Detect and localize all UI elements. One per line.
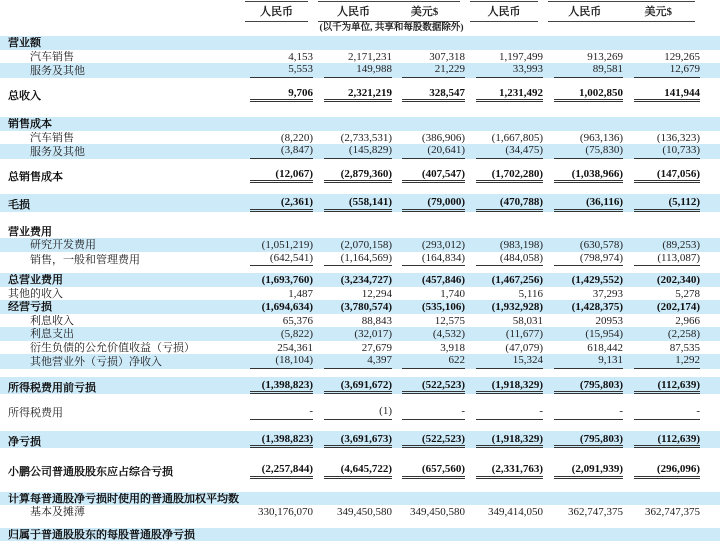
value-cell: 349,414,050 [488,506,543,518]
value-cell: (36,116) [543,196,623,212]
row-spacer [0,266,720,273]
row-spacer [0,448,720,461]
table-row [0,144,720,159]
value-cell: (630,578) [579,239,623,251]
row-label: 小鹏公司普通股股东应占综合亏损 [8,466,173,478]
value-cell: (3,847) [240,144,313,159]
table-row [0,85,720,103]
row-label: 营业费用 [8,225,52,238]
table-row [0,300,720,314]
currency-label: 美元$ [410,6,439,18]
value-cell: (484,058) [465,252,543,267]
row-spacer [0,159,720,166]
row-label: 基本及摊薄 [30,506,85,518]
value-cell: 349,450,580 [410,506,465,518]
value-cell: (3,691,673) [313,433,392,449]
value-cell: (20,641) [392,144,465,159]
table-row [0,327,720,341]
row-label: 利息收入 [30,314,74,327]
row-spacer [0,212,720,225]
row-label: 计算每普通股净亏损时使用的普通股加权平均数 [8,492,239,505]
table-row [0,194,720,212]
value-cell: (1) [313,405,392,420]
row-spacer [0,519,720,528]
table-row [0,287,720,301]
value-cell: 58,031 [512,314,543,327]
value-cell: (386,906) [421,131,465,144]
value-cell: 2,171,231 [348,50,392,63]
row-label: 服务及其他 [30,146,85,158]
value-cell: 12,294 [361,287,392,300]
table-row [0,63,720,78]
value-cell: 4,153 [288,50,313,63]
value-cell: (522,523) [392,433,465,449]
value-cell: (145,829) [313,144,392,159]
row-label: 经营亏损 [8,301,52,313]
value-cell: (112,639) [623,379,700,395]
row-label: 销售，一般和管理费用 [30,253,140,266]
value-cell: (164,834) [392,252,465,267]
statement-rows [0,36,720,541]
value-cell: 4,397 [313,354,392,369]
value-cell: 1,487 [288,287,313,300]
value-cell: (1,398,823) [240,433,313,449]
value-cell: (34,475) [465,144,543,159]
value-cell: 622 [392,354,465,369]
currency-label: 美元$ [644,6,672,18]
row-label: 利息支出 [30,328,74,340]
value-cell: - [543,405,623,420]
value-cell: 12,575 [434,314,465,327]
row-label: 总收入 [8,89,41,102]
value-cell: 20953 [595,314,623,327]
value-cell: (407,547) [392,168,465,184]
row-spacer [0,369,720,377]
value-cell: (1,693,760) [261,274,313,286]
value-cell: (1,051,219) [261,239,313,251]
row-label: 研究开发费用 [30,239,96,251]
value-cell: (1,918,329) [465,433,543,449]
row-spacer [0,183,720,194]
row-label: 净亏损 [8,435,41,448]
units-note-row [0,22,720,36]
table-row [0,166,720,184]
value-cell: 149,988 [313,63,392,78]
row-label: 其他营业外（亏损）净收入 [30,356,162,368]
value-cell: (1,398,823) [240,379,313,395]
value-cell: (8,220) [280,131,313,144]
value-cell: 2,966 [675,314,700,327]
table-row [0,131,720,145]
value-cell: (5,112) [623,196,700,212]
row-label: 总营业费用 [8,274,63,286]
value-cell: (963,136) [579,131,623,144]
value-cell: (1,667,805) [491,131,543,144]
row-label: 毛损 [8,199,30,211]
value-cell: 5,116 [518,287,543,300]
value-cell: (75,830) [543,144,623,159]
value-cell: (4,645,722) [313,463,392,479]
value-cell: (2,257,844) [240,463,313,479]
value-cell: (5,822) [280,328,313,340]
value-cell: 33,993 [465,63,543,78]
value-cell: 913,269 [587,50,623,63]
value-cell: 15,324 [465,354,543,369]
value-cell: (795,803) [543,379,623,395]
value-cell: 2,321,219 [313,87,392,103]
value-cell: - [465,405,543,420]
value-cell: (32,017) [354,328,392,340]
value-cell: (657,560) [392,463,465,479]
row-label: 归属于普通股股东的每股普通股净亏损 [8,528,195,541]
value-cell: 88,843 [361,314,392,327]
value-cell: 21,229 [392,63,465,78]
row-label: 所得税费用 [8,407,63,419]
value-cell: (1,429,552) [571,274,623,286]
value-cell: (113,087) [623,252,700,267]
currency-label: 人民币 [337,6,370,18]
currency-label: 人民币 [260,6,293,18]
period-group-4 [548,1,695,22]
value-cell: (1,467,256) [491,274,543,286]
value-cell: (89,253) [662,239,700,251]
period-group-2 [318,1,460,22]
value-cell: 1,740 [440,287,465,300]
row-label: 总销售成本 [8,170,63,183]
value-cell: 1,197,499 [499,50,543,63]
value-cell: (558,141) [313,196,392,212]
value-cell: (11,677) [505,328,543,340]
value-cell: 141,944 [623,87,700,103]
value-cell: - [240,405,313,420]
value-cell: (1,428,375) [571,301,623,313]
table-row [0,314,720,328]
value-cell: 618,442 [587,341,623,354]
value-cell: (1,918,329) [465,379,543,395]
value-cell: (2,331,763) [465,463,543,479]
currency-header-row [0,0,720,22]
value-cell: 1,292 [623,354,700,369]
value-cell: (1,932,928) [491,301,543,313]
row-spacer [0,78,720,85]
row-label: 其他的收入 [8,287,63,300]
value-cell: 362,747,375 [568,506,623,518]
table-row [0,117,720,131]
table-row [0,354,720,369]
value-cell: (2,258) [667,328,700,340]
value-cell: 307,318 [429,50,465,63]
value-cell: (522,523) [392,379,465,395]
value-cell: (293,012) [421,239,465,251]
table-row [0,252,720,267]
table-row [0,50,720,64]
table-row [0,225,720,239]
row-spacer [0,479,720,492]
value-cell: 9,706 [240,87,313,103]
period-group-1 [245,1,308,22]
value-cell: 5,278 [675,287,700,300]
value-cell: (2,733,531) [340,131,392,144]
value-cell: (3,234,727) [340,274,392,286]
value-cell: 12,679 [623,63,700,78]
value-cell: (1,038,966) [543,168,623,184]
value-cell: (2,879,360) [313,168,392,184]
value-cell: (2,070,158) [340,239,392,251]
table-row [0,405,720,420]
value-cell: (795,803) [543,433,623,449]
value-cell: (2,091,939) [543,463,623,479]
table-row [0,505,720,519]
currency-label: 人民币 [487,6,521,18]
value-cell: (47,079) [505,341,543,354]
row-spacer [0,102,720,117]
value-cell: 362,747,375 [645,506,700,518]
table-row [0,238,720,252]
value-cell: (79,000) [392,196,465,212]
value-cell: (10,733) [623,144,700,159]
value-cell: 349,450,580 [337,506,392,518]
table-row [0,273,720,287]
value-cell: (470,788) [465,196,543,212]
row-label: 衍生负债的公允价值收益（亏损） [30,341,195,354]
value-cell: 27,679 [361,341,392,354]
table-row [0,431,720,449]
value-cell: 3,918 [440,341,465,354]
value-cell: (12,067) [240,168,313,184]
currency-label: 人民币 [568,6,602,18]
table-row [0,377,720,395]
value-cell: (202,174) [656,301,700,313]
row-label: 服务及其他 [30,65,85,77]
value-cell: 37,293 [592,287,623,300]
value-cell: 328,547 [392,87,465,103]
value-cell: 5,553 [240,63,313,78]
value-cell: (983,198) [499,239,543,251]
value-cell: 129,265 [664,50,700,63]
value-cell: 87,535 [669,341,700,354]
value-cell: (798,974) [543,252,623,267]
table-row [0,341,720,355]
value-cell: (147,056) [623,168,700,184]
value-cell: 1,002,850 [543,87,623,103]
value-cell: 254,361 [277,341,313,354]
value-cell: (1,702,280) [465,168,543,184]
table-row [0,461,720,479]
row-label: 汽车销售 [30,50,74,63]
value-cell: (642,541) [240,252,313,267]
units-note: (以千为单位, 共享和每股数据除外) [319,23,464,33]
value-cell: (4,532) [432,328,465,340]
value-cell: 1,231,492 [465,87,543,103]
value-cell: (15,954) [585,328,623,340]
table-row [0,36,720,50]
value-cell: (535,106) [421,301,465,313]
table-row [0,492,720,506]
row-spacer [0,394,720,405]
value-cell: (3,691,672) [313,379,392,395]
value-cell: 89,581 [543,63,623,78]
value-cell: (202,340) [656,274,700,286]
value-cell: (3,780,574) [340,301,392,313]
table-row [0,528,720,541]
value-cell: (2,361) [240,196,313,212]
value-cell: 330,176,070 [258,506,313,518]
value-cell: 9,131 [543,354,623,369]
period-group-3 [470,1,538,22]
value-cell: (18,104) [240,354,313,369]
row-label: 所得税费用前亏损 [8,381,96,394]
row-label: 汽车销售 [30,131,74,144]
row-spacer [0,420,720,431]
value-cell: - [623,405,700,420]
value-cell: (1,694,634) [261,301,313,313]
row-label: 营业额 [8,37,41,49]
value-cell: 65,376 [282,314,313,327]
value-cell: (457,846) [421,274,465,286]
value-cell: (296,096) [623,463,700,479]
value-cell: - [392,405,465,420]
value-cell: (112,639) [623,433,700,449]
value-cell: (1,164,569) [313,252,392,267]
value-cell: (136,323) [656,131,700,144]
row-label: 销售成本 [8,118,52,130]
